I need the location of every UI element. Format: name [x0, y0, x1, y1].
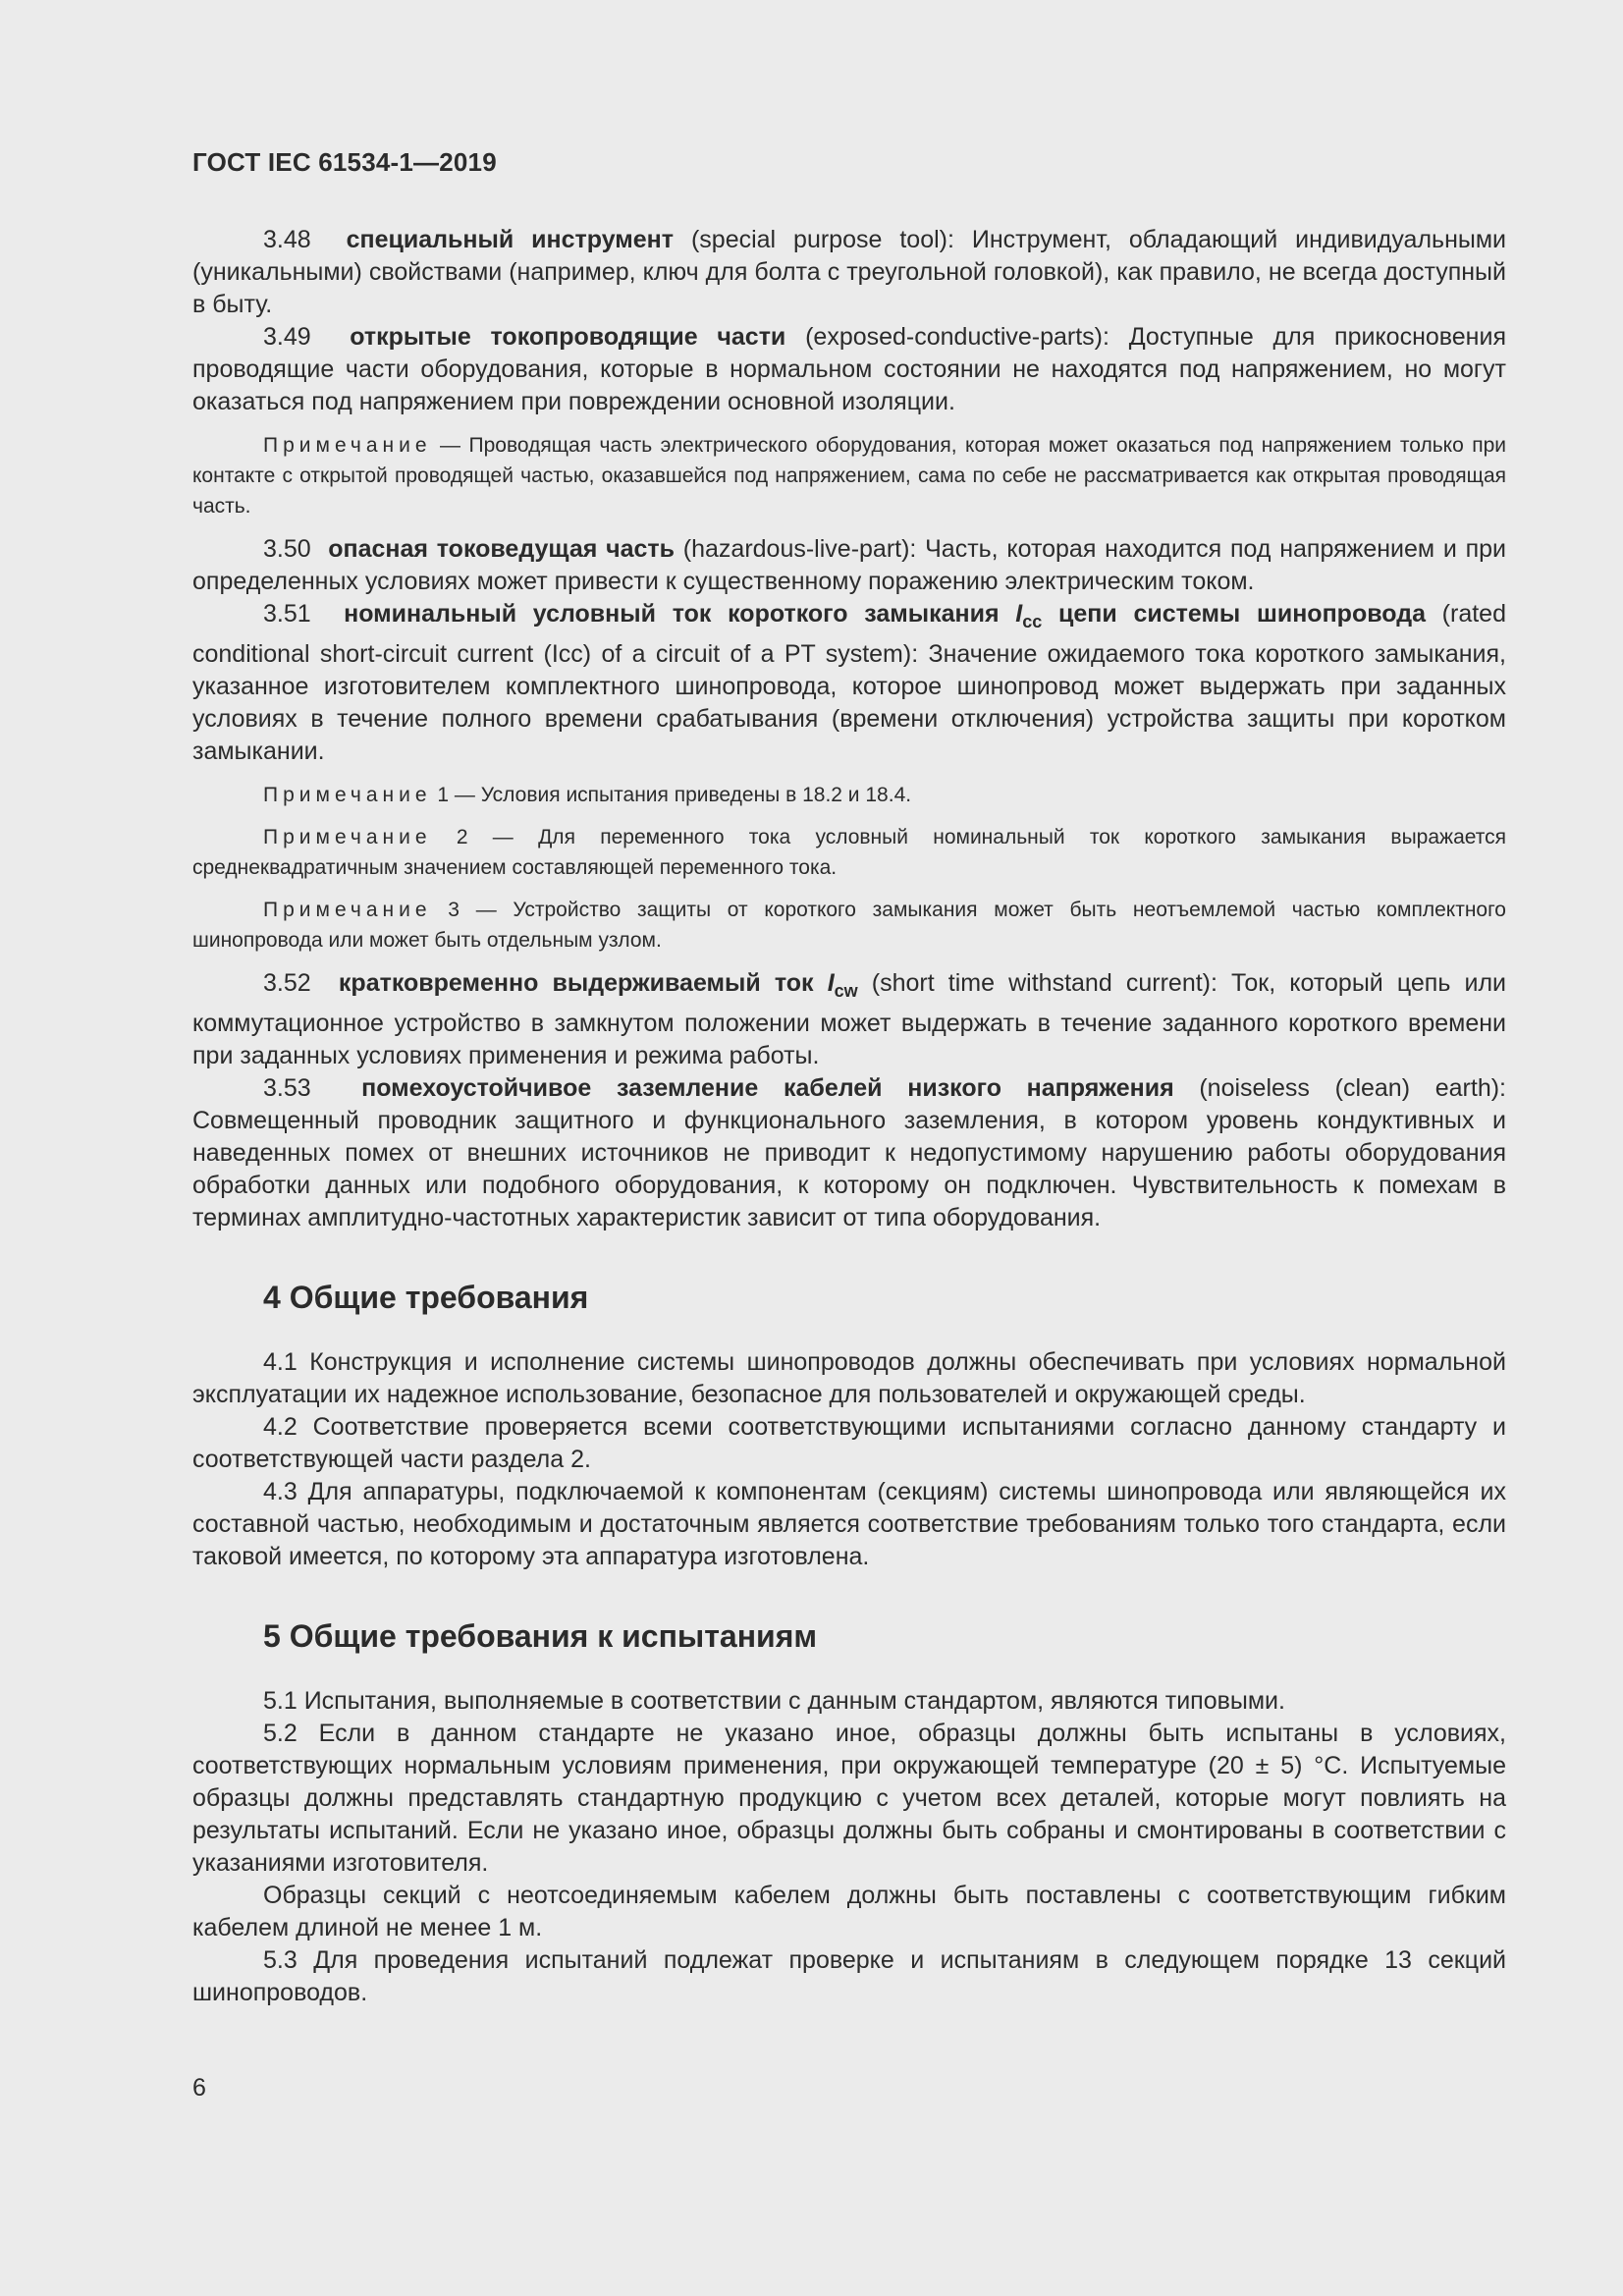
term-3-50 [192, 533, 1506, 598]
note-text: 3 — Устройство защиты от короткого замыкания может быть неотъемлемой частью комплектного шинопровода или может быть отдельным узлом. [192, 899, 1506, 952]
clause-5-2: 5.2 Если в данном стандарте не указано иное, образцы должны быть испытаны в условиях, соответствующих нормальным условиям применения, при окружающей температуре (20 ± 5) °С. Испытуемые образцы должны представлять стандартную продукцию с учетом всех деталей, которые могут повлиять на результаты испытаний. Если не указано иное, образцы должны быть собраны и смонтированы в соответствии с указаниями изготовителя. [192, 1720, 1506, 1877]
term-number: 3.52 [263, 969, 311, 997]
page-number: 6 [192, 2074, 206, 2102]
term-name: помехоустойчивое заземление кабелей низкого напряжения [361, 1074, 1174, 1102]
note-label: Примечание [263, 899, 432, 921]
term-name: номинальный условный ток короткого замыкания [344, 600, 1000, 628]
term-3-52 [192, 967, 1506, 1072]
note-3-51-3 [192, 895, 1506, 956]
term-3-48 [192, 224, 1506, 321]
section-5-heading: 5 Общие требования к испытаниям [263, 1618, 818, 1654]
term-number: 3.49 [263, 323, 311, 351]
note-3-51-1 [192, 780, 1506, 810]
term-number: 3.51 [263, 600, 311, 628]
term-number: 3.53 [263, 1074, 311, 1102]
term-definition: (special purpose tool): Инструмент, обладающий индивидуальными (уникальными) свойствами (например, ключ для болта с треугольной головкой), как правило, не всегда доступный в быту. [192, 226, 1506, 318]
document-header: ГОСТ IEC 61534-1—2019 [192, 147, 497, 177]
symbol-subscript: cc [1022, 612, 1043, 631]
section-4-heading: 4 Общие требования [263, 1280, 589, 1315]
clause-4-3: 4.3 Для аппаратуры, подключаемой к компонентам (секциям) системы шинопровода или являющейся их составной частью, необходимым и достаточным является соответствие требованиям только того стандарта, если таковой имеется, по которому эта аппаратура изготовлена. [192, 1478, 1506, 1570]
document-body [192, 224, 1506, 2009]
note-3-49 [192, 430, 1506, 521]
term-3-51 [192, 598, 1506, 768]
clause-5-1: 5.1 Испытания, выполняемые в соответствии с данным стандартом, являются типовыми. [263, 1687, 1285, 1715]
clause-4-1: 4.1 Конструкция и исполнение системы шинопроводов должны обеспечивать при условиях нормальной эксплуатации их надежное использование, безопасное для пользователей и окружающей среды. [192, 1348, 1506, 1408]
term-definition: (rated conditional short-circuit current (Icc) of a circuit of a PT system): Значение ожидаемого тока короткого замыкания, указанное изготовителем комплектного шинопровода, которое шинопровод может выдержать при заданных условиях в течение полного времени срабатывания (времени отключения) устройства защиты при коротком замыкании. [192, 600, 1506, 765]
term-name: опасная токоведущая часть [328, 535, 676, 563]
term-number: 3.48 [263, 226, 311, 253]
note-label: Примечание [263, 784, 432, 806]
term-3-49 [192, 321, 1506, 418]
term-name: открытые токопроводящие части [350, 323, 786, 351]
clause-5-2-continued: Образцы секций с неотсоединяемым кабелем должны быть поставлены с соответствующим гибким кабелем длиной не менее 1 м. [192, 1882, 1506, 1941]
term-3-53 [192, 1072, 1506, 1234]
note-3-51-2 [192, 822, 1506, 883]
symbol-subscript: cw [834, 981, 858, 1001]
symbol: I [827, 969, 835, 997]
note-text: 2 — Для переменного тока условный номинальный ток короткого замыкания выражается среднеквадратичным значением составляющей переменного тока. [192, 826, 1506, 879]
note-label: Примечание [263, 434, 432, 457]
note-text: — Проводящая часть электрического оборудования, которая может оказаться под напряжением только при контакте с открытой проводящей частью, оказавшейся под напряжением, сама по себе не рассматривается как открытая проводящая часть. [192, 434, 1506, 518]
term-definition: (exposed-conductive-parts): Доступные для прикосновения проводящие части оборудования, которые в нормальном состоянии не находятся под напряжением, но могут оказаться под напряжением при повреждении основной изоляции. [192, 323, 1506, 415]
term-definition: (hazardous-live-part): Часть, которая находится под напряжением и при определенных условиях может привести к существенному поражению электрическим током. [192, 535, 1506, 595]
term-definition: (short time withstand current): Ток, который цепь или коммутационное устройство в замкнутом положении может выдержать в течение заданного короткого времени при заданных условиях применения и режима работы. [192, 969, 1506, 1069]
clause-4-2: 4.2 Соответствие проверяется всеми соответствующими испытаниями согласно данному стандарту и соответствующей части раздела 2. [192, 1413, 1506, 1473]
term-number: 3.50 [263, 535, 311, 563]
symbol: I [1015, 600, 1023, 628]
note-text: 1 — Условия испытания приведены в 18.2 и 18.4. [431, 784, 912, 806]
term-name-cont: цепи системы шинопровода [1042, 600, 1426, 628]
term-name: кратковременно выдерживаемый ток [338, 969, 814, 997]
term-name: специальный инструмент [346, 226, 675, 253]
clause-5-3: 5.3 Для проведения испытаний подлежат проверке и испытаниям в следующем порядке 13 секций шинопроводов. [192, 1946, 1506, 2006]
term-definition: (noiseless (clean) earth): Совмещенный проводник защитного и функционального заземления, в котором уровень кондуктивных и наведенных помех от внешних источников не приводит к недопустимому нарушению работы оборудования обработки данных или подобного оборудования, к которому он подключен. Чувствительность к помехам в терминах амплитудно-частотных характеристик зависит от типа оборудования. [192, 1074, 1506, 1231]
note-label: Примечание [263, 826, 432, 848]
